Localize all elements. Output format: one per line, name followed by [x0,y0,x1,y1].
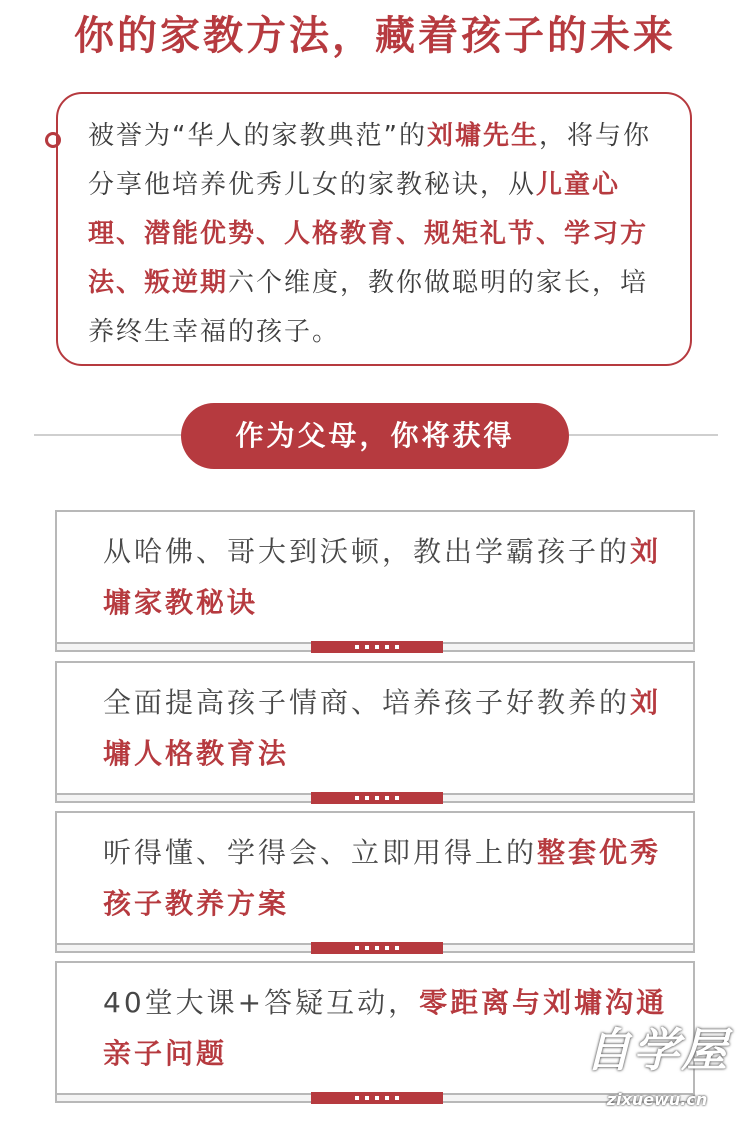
intro-box [56,92,692,366]
benefit-card-2 [55,661,695,795]
benefit-card-3 [55,811,695,945]
benefit-text: 全面提高孩子情商、培养孩子好教养的 [103,686,631,719]
intro-highlight-author: 刘墉先生 [426,121,539,151]
benefit-text: 40堂大课+答疑互动， [103,986,420,1019]
intro-text-1: 被誉为“华人的家教典范”的 [88,121,427,151]
benefit-card-1 [55,510,695,644]
card-tab-decoration [311,792,443,804]
intro-text-3: 六个维度，教你做聪明的家长，培养终生幸福的孩子。 [88,268,649,347]
watermark-logo: 自学屋 [585,1023,729,1077]
intro-highlight-dimensions: 儿童心理、潜能优势、人格教育、规矩礼节、学习方法、叛逆期 [88,170,649,298]
benefit-highlight: 零距离与刘墉沟通亲子问题 [103,986,668,1070]
watermark-url: zixuewu.cn [606,1090,708,1109]
intro-text-2: ，将与你分享他培养优秀儿女的家教秘诀，从 [88,121,651,200]
benefit-highlight: 刘墉人格教育法 [103,686,662,770]
card-tab-decoration [311,1092,443,1104]
card-tab-decoration [311,641,443,653]
benefit-highlight: 整套优秀孩子教养方案 [103,836,662,920]
card-tab-decoration [311,942,443,954]
section-banner: 作为父母，你将获得 [181,403,569,469]
benefit-text: 听得懂、学得会、立即用得上的 [103,836,538,869]
benefit-text: 从哈佛、哥大到沃顿，教出学霸孩子的 [103,535,631,568]
benefit-highlight: 刘墉家教秘诀 [103,535,662,619]
page-title: 你的家教方法，藏着孩子的未来 [74,12,676,59]
